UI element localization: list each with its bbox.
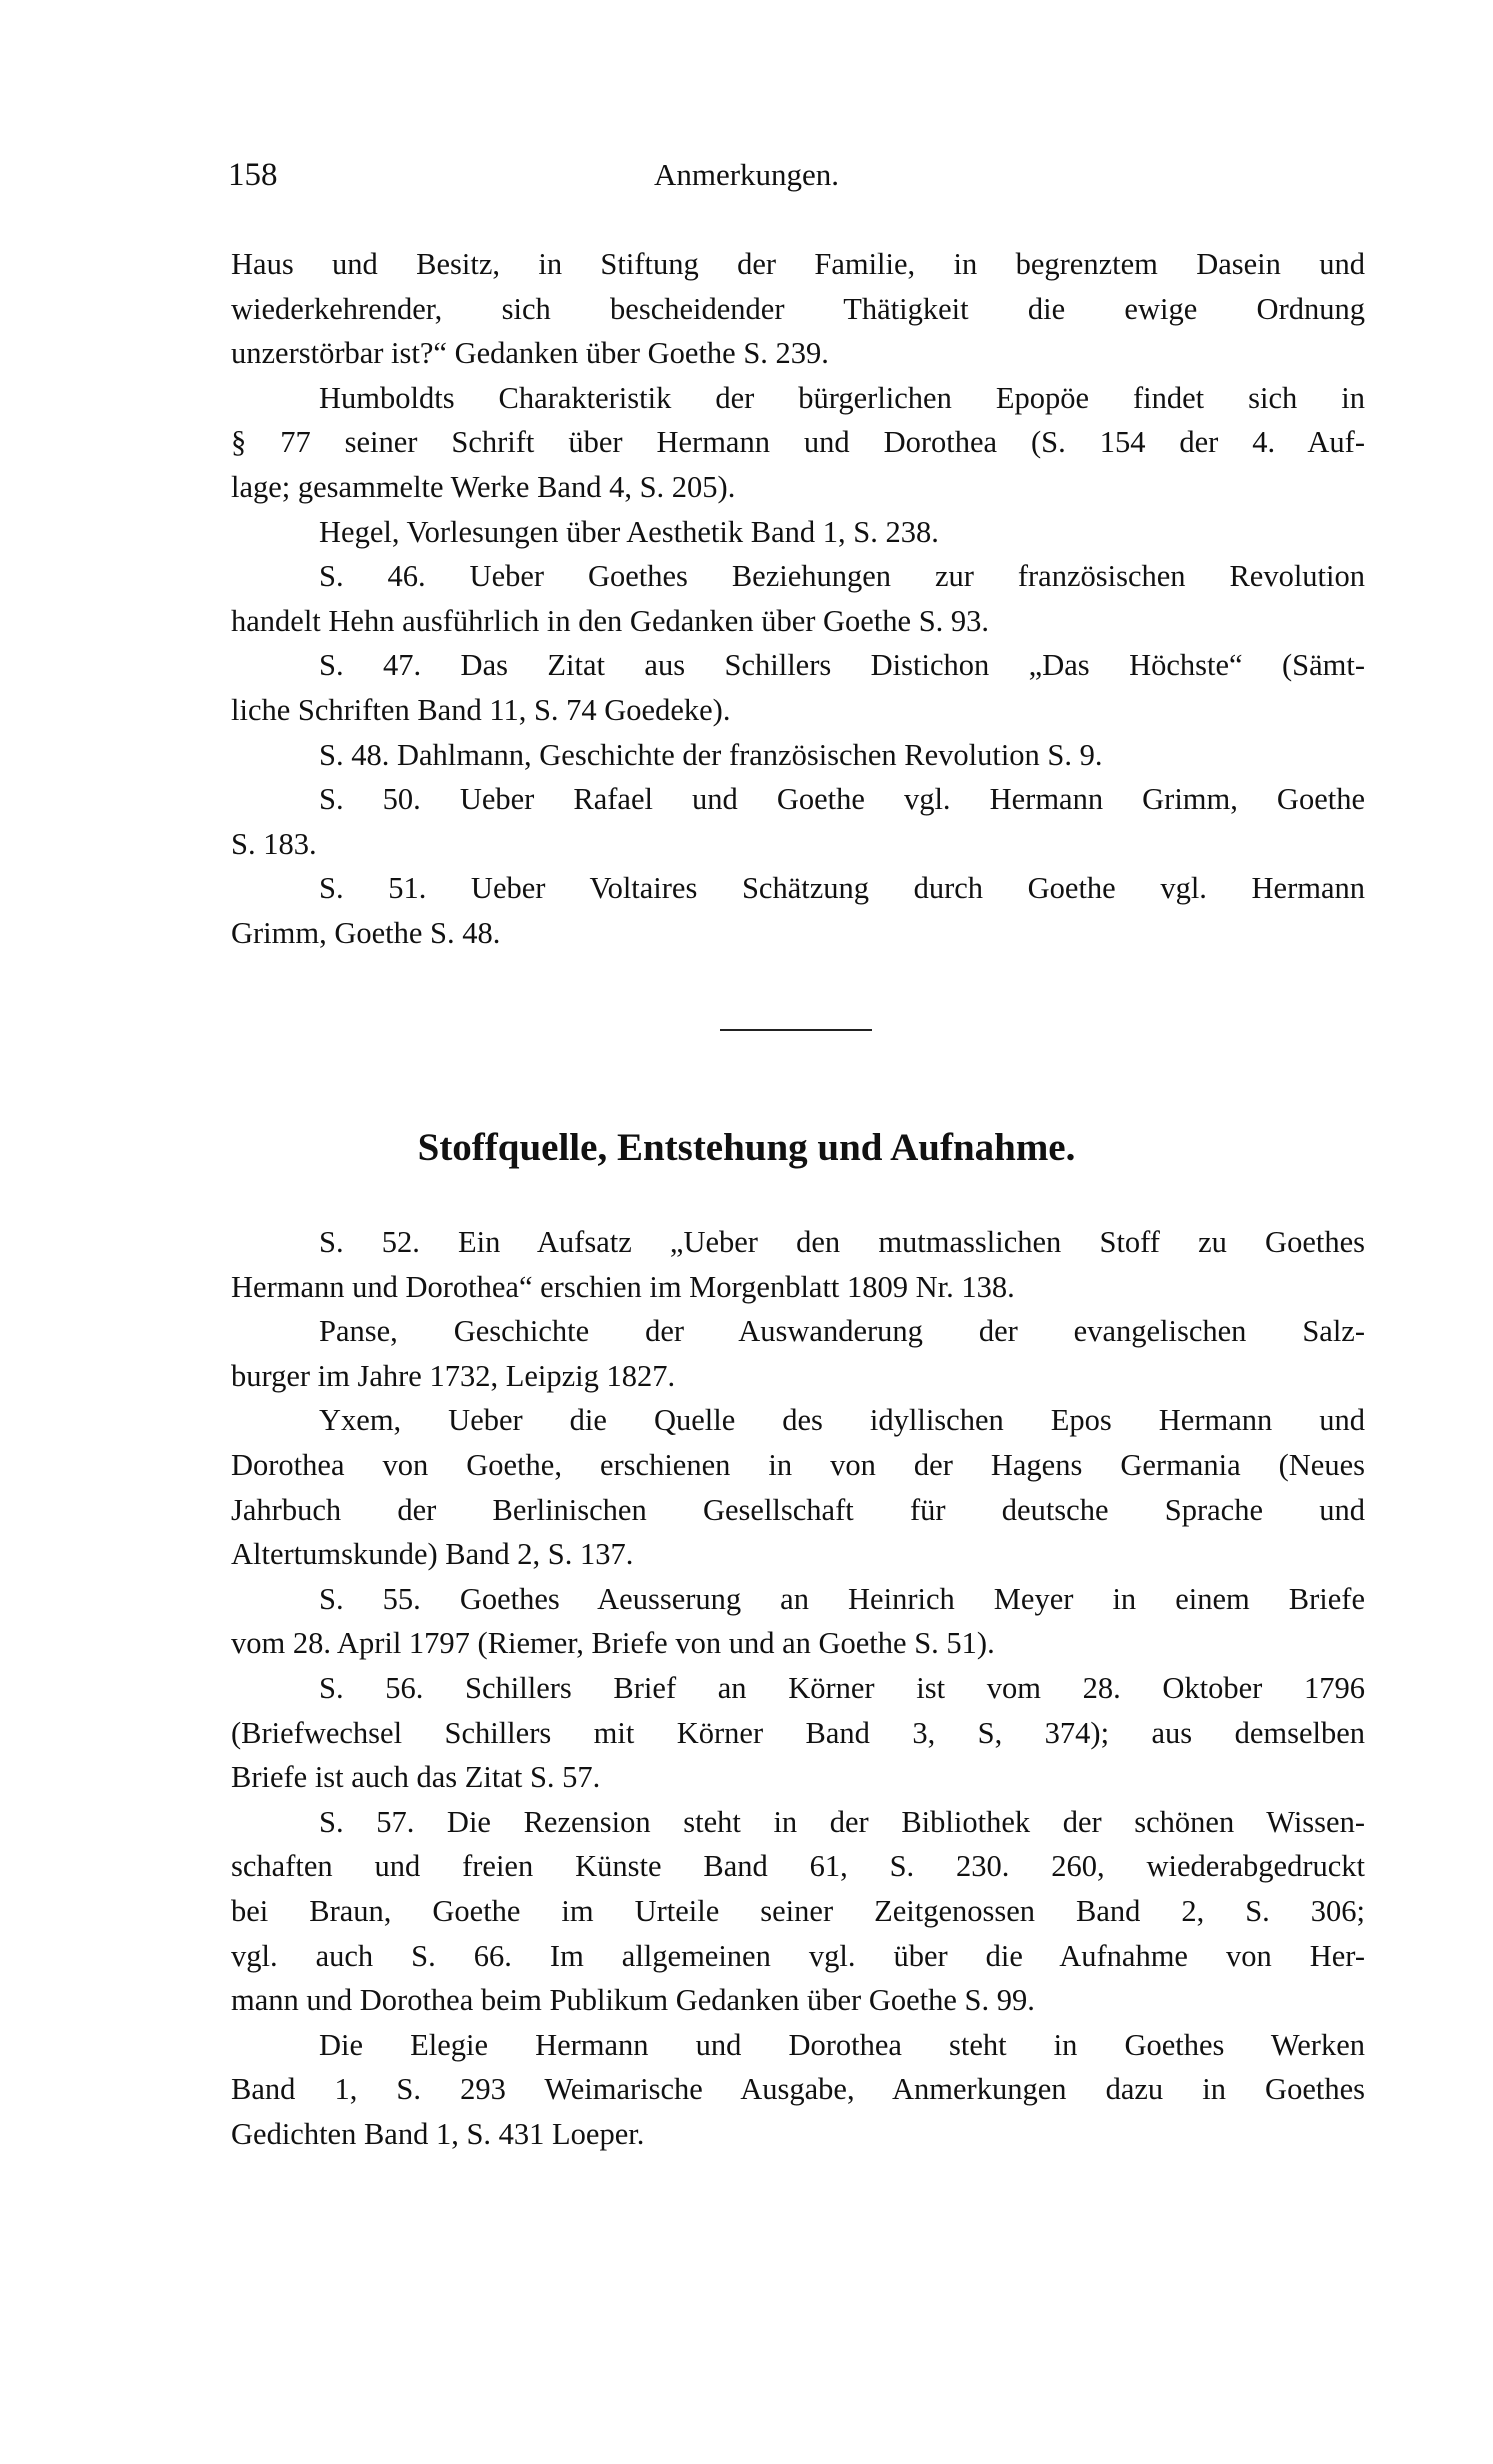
text-line: handelt Hehn ausführlich in den Gedanken über Goethe S. 93. [231, 603, 990, 638]
text-line: vom 28. April 1797 (Riemer, Briefe von und an Goethe S. 51). [231, 1626, 995, 1661]
text-line: S. 57. Die Rezension steht in der Bibliothek der schönen Wissen- [319, 1804, 1365, 1839]
section-heading: Stoffquelle, Entstehung und Aufnahme. [417, 1126, 1076, 1169]
text-line: Band 1, S. 293 Weimarische Ausgabe, Anmerkungen dazu in Goethes [231, 2072, 1365, 2107]
text-line: vgl. auch S. 66. Im allgemeinen vgl. über die Aufnahme von Her- [231, 1938, 1365, 1973]
notes-block-sources [231, 1220, 1365, 2156]
note-paragraph [231, 510, 1365, 555]
note-paragraph [231, 1309, 1365, 1398]
notes-block-continued [231, 242, 1365, 956]
note-paragraph [231, 1220, 1365, 1309]
text-line: Humboldts Charakteristik der bürgerlichen Epopöe findet sich in [319, 380, 1365, 415]
text-line: unzerstörbar ist?“ Gedanken über Goethe S. 239. [231, 336, 829, 371]
text-line: S. 48. Dahlmann, Geschichte der französischen Revolution S. 9. [319, 737, 1103, 772]
text-line: S. 55. Goethes Aeusserung an Heinrich Meyer in einem Briefe [319, 1581, 1365, 1616]
text-line: (Briefwechsel Schillers mit Körner Band 3, S, 374); aus demselben [231, 1715, 1365, 1750]
text-line: S. 46. Ueber Goethes Beziehungen zur französischen Revolution [319, 559, 1365, 594]
text-line: Die Elegie Hermann und Dorothea steht in Goethes Werken [319, 2027, 1365, 2062]
text-line: S. 52. Ein Aufsatz „Ueber den mutmasslichen Stoff zu Goethes [319, 1225, 1365, 1259]
running-head: Anmerkungen. [653, 157, 840, 192]
text-line: schaften und freien Künste Band 61, S. 230. 260, wiederabgedruckt [231, 1849, 1365, 1884]
text-line: Hermann und Dorothea“ erschien im Morgenblatt 1809 Nr. 138. [231, 1269, 1015, 1304]
text-line: Altertumskunde) Band 2, S. 137. [231, 1537, 634, 1572]
text-line: bei Braun, Goethe im Urteile seiner Zeitgenossen Band 2, S. 306; [231, 1893, 1365, 1928]
note-paragraph [231, 733, 1365, 778]
text-line: Haus und Besitz, in Stiftung der Familie, in begrenztem Dasein und [231, 247, 1365, 281]
note-paragraph [231, 376, 1365, 510]
text-line: burger im Jahre 1732, Leipzig 1827. [231, 1358, 676, 1393]
text-line: Panse, Geschichte der Auswanderung der evangelischen Salz- [319, 1314, 1365, 1349]
text-line: Briefe ist auch das Zitat S. 57. [231, 1760, 601, 1795]
text-line: Jahrbuch der Berlinischen Gesellschaft für deutsche Sprache und [231, 1492, 1365, 1527]
text-line: mann und Dorothea beim Publikum Gedanken über Goethe S. 99. [231, 1983, 1035, 2018]
note-paragraph [231, 777, 1365, 866]
text-line: S. 183. [231, 826, 317, 861]
text-line: Yxem, Ueber die Quelle des idyllischen Epos Hermann und [319, 1403, 1365, 1438]
section-divider [720, 1029, 872, 1031]
note-paragraph [231, 2023, 1365, 2157]
text-line: S. 50. Ueber Rafael und Goethe vgl. Hermann Grimm, Goethe [319, 782, 1365, 817]
note-paragraph [231, 242, 1365, 376]
note-paragraph [231, 1398, 1365, 1576]
text-line: S. 51. Ueber Voltaires Schätzung durch Goethe vgl. Hermann [319, 871, 1365, 906]
text-line: S. 47. Das Zitat aus Schillers Distichon „Das Höchste“ (Sämt- [319, 648, 1365, 683]
text-line: liche Schriften Band 11, S. 74 Goedeke). [231, 692, 731, 727]
note-paragraph [231, 1577, 1365, 1666]
text-line: wiederkehrender, sich bescheidender Thätigkeit die ewige Ordnung [231, 291, 1365, 326]
text-line: § 77 seiner Schrift über Hermann und Dorothea (S. 154 der 4. Auf- [231, 425, 1365, 460]
text-line: Gedichten Band 1, S. 431 Loeper. [231, 2116, 645, 2151]
note-paragraph [231, 1666, 1365, 1800]
note-paragraph [231, 866, 1365, 955]
text-line: Dorothea von Goethe, erschienen in von der Hagens Germania (Neues [231, 1447, 1365, 1482]
note-paragraph [231, 554, 1365, 643]
page-number: 158 [228, 157, 278, 193]
text-line: lage; gesammelte Werke Band 4, S. 205). [231, 469, 736, 504]
note-paragraph [231, 1800, 1365, 2023]
text-line: Hegel, Vorlesungen über Aesthetik Band 1, S. 238. [319, 514, 939, 549]
note-paragraph [231, 643, 1365, 732]
text-line: S. 56. Schillers Brief an Körner ist vom 28. Oktober 1796 [319, 1670, 1365, 1705]
text-line: Grimm, Goethe S. 48. [231, 915, 501, 950]
